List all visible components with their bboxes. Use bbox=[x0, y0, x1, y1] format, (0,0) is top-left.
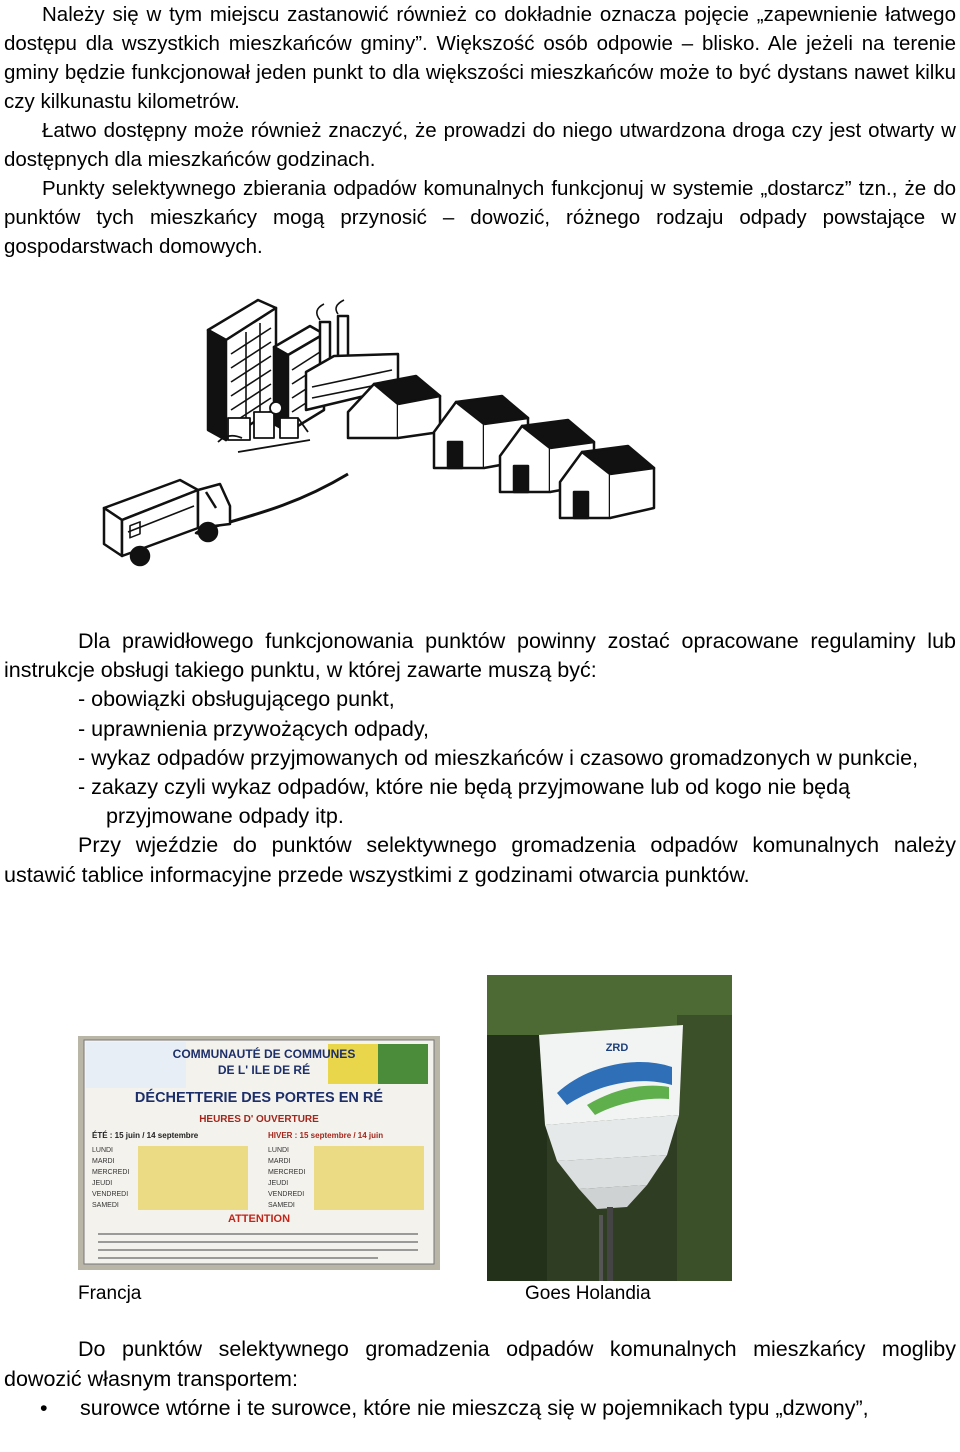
sign-day: LUNDI bbox=[92, 1147, 114, 1154]
top-text-block bbox=[4, 0, 956, 261]
collection-illustration bbox=[98, 292, 658, 612]
sign-day: SAMEDI bbox=[268, 1202, 295, 1209]
bullet-item bbox=[4, 1394, 956, 1424]
bullet-text: surowce wtórne i te surowce, które nie mieszczą się w pojemnikach typu „dzwony”, bbox=[80, 1396, 869, 1420]
list-item: - uprawnienia przywożących odpady, bbox=[78, 716, 429, 741]
list-item: - obowiązki obsługującego punkt, bbox=[78, 687, 395, 712]
sign-summer: ÉTÉ : 15 juin / 14 septembre bbox=[92, 1131, 199, 1140]
sign-attention: ATTENTION bbox=[227, 1213, 291, 1225]
sign-day: MERCREDI bbox=[268, 1169, 306, 1176]
sign-day: VENDREDI bbox=[92, 1191, 129, 1198]
caption-france: Francja bbox=[78, 1283, 142, 1304]
sign-day: LUNDI bbox=[268, 1147, 290, 1154]
sign-day: MERCREDI bbox=[92, 1169, 130, 1176]
sign-day: JEUDI bbox=[268, 1180, 289, 1187]
sign-line: HEURES D' OUVERTURE bbox=[199, 1114, 319, 1125]
photo-france-sign bbox=[78, 1036, 440, 1270]
regulations-block bbox=[4, 627, 956, 890]
list-item: - wykaz odpadów przyjmowanych od mieszkańców i czasowo gromadzonych w punkcie, bbox=[78, 745, 919, 770]
sign-logo: ZRD bbox=[605, 1042, 629, 1054]
sign-day: MARDI bbox=[268, 1158, 291, 1165]
paragraph-regulations: Dla prawidłowego funkcjonowania punktów powinny zostać opracowane regulaminy lub instrukcje obsługi takiego punktu, w której zawarte muszą być: bbox=[4, 629, 956, 683]
sign-day: VENDREDI bbox=[268, 1191, 305, 1198]
sign-line: DE L' ILE DE RÉ bbox=[217, 1063, 311, 1077]
caption-netherlands: Goes Holandia bbox=[525, 1283, 651, 1304]
truck-icon bbox=[104, 480, 230, 565]
sign-day: JEUDI bbox=[92, 1180, 113, 1187]
sign-winter: HIVER : 15 septembre / 14 juin bbox=[268, 1131, 384, 1140]
transport-block bbox=[4, 1335, 956, 1424]
paragraph-access: Należy się w tym miejscu zastanowić również co dokładnie oznacza pojęcie „zapewnienie łatwego dostępu dla wszystkich mieszkańców gminy”. Większość osób odpowie – blisko. Ale jeżeli na terenie gminy będzie funkcjonował jeden punkt to dla większości mieszkańców może to być dystans nawet kilku czy kilkunastu kilometrów. bbox=[4, 3, 956, 113]
paragraph-delivery-system: Punkty selektywnego zbierania odpadów komunalnych funkcjonuj w systemie „dostarcz” tzn., że do punktów tych mieszkańcy mogą przynosić – dowozić, różnego rodzaju odpady powstające w gospodarstwach domowych. bbox=[4, 177, 956, 258]
sign-day: SAMEDI bbox=[92, 1202, 119, 1209]
paragraph-info-boards: Przy wjeździe do punktów selektywnego gromadzenia odpadów komunalnych należy ustawić tablice informacyjne przede wszystkimi z godzinami otwarcia punktów. bbox=[4, 833, 956, 887]
photo-netherlands-sign bbox=[487, 975, 732, 1281]
sign-day: MARDI bbox=[92, 1158, 115, 1165]
paragraph-transport: Do punktów selektywnego gromadzenia odpadów komunalnych mieszkańcy mogliby dowozić własnym transportem: bbox=[4, 1337, 956, 1391]
paragraph-easy-access: Łatwo dostępny może również znaczyć, że prowadzi do niego utwardzona droga czy jest otwarty w dostępnych dla mieszkańców godzinach. bbox=[4, 119, 956, 171]
bullet-icon: • bbox=[40, 1396, 48, 1420]
list-item: - zakazy czyli wykaz odpadów, które nie będą przyjmowane lub od kogo nie będą przyjmowane odpady itp. bbox=[78, 775, 851, 829]
sign-line: COMMUNAUTÉ DE COMMUNES bbox=[172, 1047, 356, 1061]
sign-line: DÉCHETTERIE DES PORTES EN RÉ bbox=[134, 1090, 384, 1106]
